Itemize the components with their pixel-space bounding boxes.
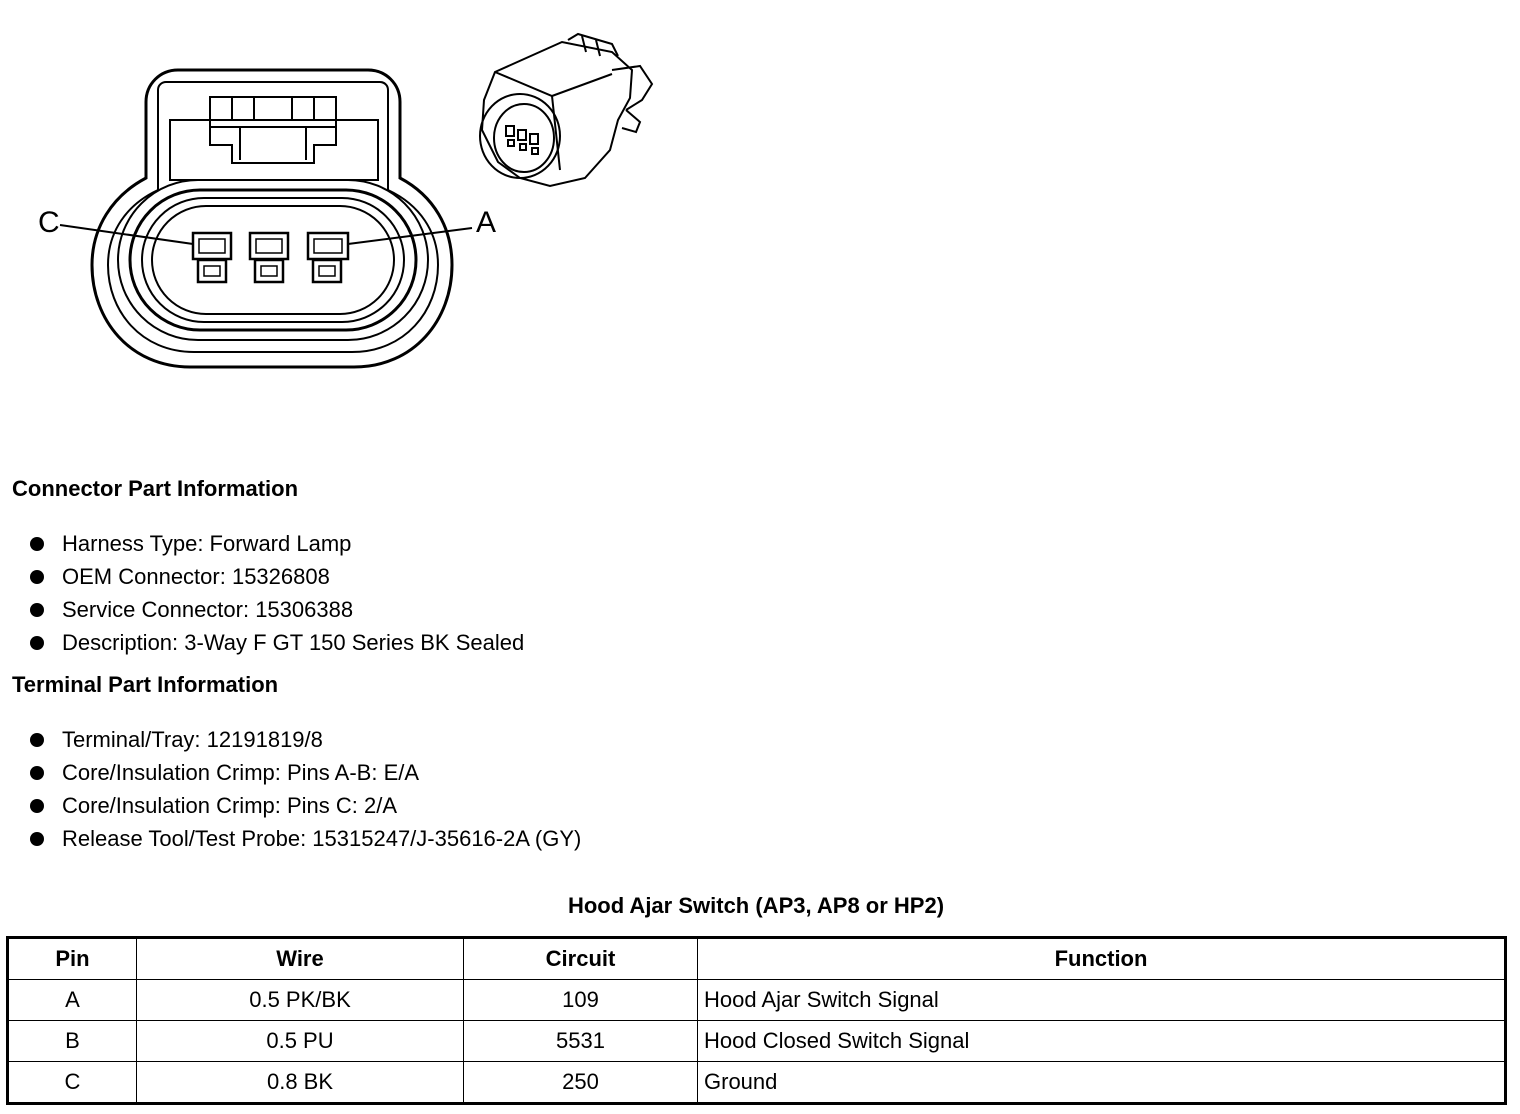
- cell-function: Hood Closed Switch Signal: [698, 1021, 1506, 1062]
- list-item: Harness Type: Forward Lamp: [28, 527, 524, 560]
- terminal-info-list: [28, 723, 581, 855]
- list-item: Terminal/Tray: 12191819/8: [28, 723, 581, 756]
- cell-function: Hood Ajar Switch Signal: [698, 980, 1506, 1021]
- cell-pin: C: [8, 1062, 137, 1104]
- connector-3d-view: [480, 34, 652, 186]
- connector-info-heading: Connector Part Information: [12, 476, 299, 501]
- table-row: [8, 980, 1506, 1021]
- table-row: [8, 1021, 1506, 1062]
- list-item: Core/Insulation Crimp: Pins A-B: E/A: [28, 756, 581, 789]
- table-header-row: [8, 938, 1506, 980]
- terminal-info-heading: Terminal Part Information: [12, 672, 279, 697]
- cell-wire: 0.5 PU: [137, 1021, 464, 1062]
- cell-pin: B: [8, 1021, 137, 1062]
- cell-wire: 0.8 BK: [137, 1062, 464, 1104]
- pinout-table-title: Hood Ajar Switch (AP3, AP8 or HP2): [567, 893, 945, 918]
- cell-pin: A: [8, 980, 137, 1021]
- connector-diagram: [0, 0, 700, 420]
- cell-circuit: 109: [464, 980, 698, 1021]
- header-pin: Pin: [8, 938, 137, 980]
- connector-face-drawing: [0, 0, 700, 420]
- table-row: [8, 1062, 1506, 1104]
- cell-circuit: 5531: [464, 1021, 698, 1062]
- cell-wire: 0.5 PK/BK: [137, 980, 464, 1021]
- list-item: Service Connector: 15306388: [28, 593, 524, 626]
- list-item: Release Tool/Test Probe: 15315247/J-35616-2A (GY): [28, 822, 581, 855]
- connector-info-list: [28, 527, 524, 659]
- cell-circuit: 250: [464, 1062, 698, 1104]
- pinout-table: [6, 936, 1507, 1105]
- list-item: Description: 3-Way F GT 150 Series BK Sealed: [28, 626, 524, 659]
- pin-label-c: C: [38, 206, 60, 239]
- header-wire: Wire: [137, 938, 464, 980]
- header-function: Function: [698, 938, 1506, 980]
- list-item: OEM Connector: 15326808: [28, 560, 524, 593]
- list-item: Core/Insulation Crimp: Pins C: 2/A: [28, 789, 581, 822]
- cell-function: Ground: [698, 1062, 1506, 1104]
- pin-label-a: A: [476, 206, 497, 239]
- header-circuit: Circuit: [464, 938, 698, 980]
